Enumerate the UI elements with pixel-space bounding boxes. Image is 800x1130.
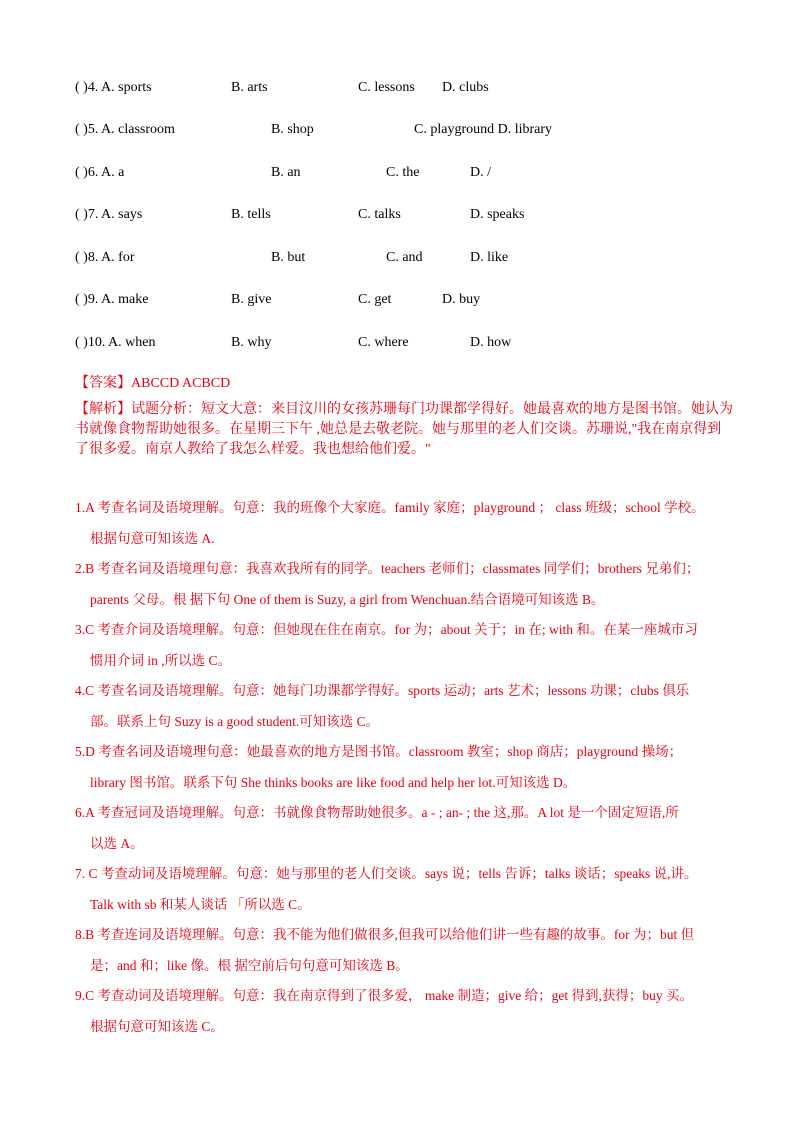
explanation-line: 根据句意可知该选 C。 — [90, 1019, 224, 1034]
question-stem: ( )4. A. sports — [75, 80, 152, 95]
explanation-5 — [75, 736, 735, 798]
question-stem: ( )8. A. for — [75, 250, 135, 265]
explanation-line: library 图书馆。联系下句 She thinks books are like food and help her lot.可知该选 D。 — [90, 775, 577, 790]
explanation-4 — [75, 675, 735, 737]
explanation-line: 5.D 考查名词及语境理句意：她最喜欢的地方是图书馆。classroom 教室；shop 商店；playground 操场； — [75, 744, 683, 759]
explanation-line: 4.C 考查名词及语境理解。句意：她每门功课都学得好。sports 运动；arts 艺术；lessons 功课；clubs 俱乐 — [75, 683, 690, 698]
analysis-paragraph: 【解析】试题分析：短文大意：来目汶川的女孩苏珊每门功课都学得好。她最喜欢的地方是图书馆。她认为书就像食物帮助她很多。在星期三下午 ,她总是去敬老院。她与那里的老人们交谈。苏珊说,"我在南京得到了很多爱。南京人教给了我怎么样爱。我也想给他们爱。" — [75, 402, 733, 457]
option-d: D. like — [470, 250, 509, 265]
option-d: D. clubs — [442, 80, 489, 95]
explanation-line: Talk with sb 和某人谈话 「所以选 C。 — [90, 897, 311, 912]
explanation-line: 3.C 考查介词及语境理解。句意：但她现在住在南京。for 为；about 关于；in 在; with 和。在某一座城市习 — [75, 622, 698, 637]
option-d: D. buy — [442, 292, 481, 307]
question-stem: ( )6. A. a — [75, 165, 125, 180]
explanation-1 — [75, 492, 735, 554]
option-d: D. speaks — [470, 207, 525, 222]
explanation-8 — [75, 919, 735, 981]
explanation-2 — [75, 553, 735, 615]
option-b: B. an — [271, 165, 301, 180]
option-b: B. why — [231, 335, 272, 350]
question-stem: ( )9. A. make — [75, 292, 149, 307]
option-d: D. / — [470, 165, 491, 180]
explanation-line: 9.C 考查动词及语境理解。句意：我在南京得到了很多爱， make 制造；give 给；get 得到,获得；buy 买。 — [75, 988, 693, 1003]
explanation-line: 2.B 考查名词及语境理句意：我喜欢我所有的同学。teachers 老师们；classmates 同学们；brothers 兄弟们； — [75, 561, 700, 576]
option-c: C. and — [386, 250, 423, 265]
option-b: B. shop — [271, 122, 314, 137]
option-d: D. how — [470, 335, 512, 350]
question-stem: ( )5. A. classroom — [75, 122, 175, 137]
explanation-line: 部。联系上句 Suzy is a good student.可知该选 C。 — [90, 714, 380, 729]
option-b: B. give — [231, 292, 272, 307]
question-stem: ( )7. A. says — [75, 207, 143, 222]
explanation-line: 6.A 考查冠词及语境理解。句意：书就像食物帮助她很多。a - ; an- ; the 这,那。A lot 是一个固定短语,所 — [75, 805, 679, 820]
explanation-6 — [75, 797, 735, 859]
explanation-7 — [75, 858, 735, 920]
question-stem: ( )10. A. when — [75, 335, 156, 350]
explanation-line: 以选 A。 — [90, 836, 144, 851]
explanation-line: 根据句意可知该选 A. — [90, 531, 215, 546]
option-c: C. playground D. library — [414, 122, 553, 137]
option-c: C. the — [386, 165, 420, 180]
explanation-line: 7. C 考查动词及语境理解。句意：她与那里的老人们交谈。says 说；tells 告诉；talks 谈话；speaks 说,讲。 — [75, 866, 698, 881]
option-b: B. tells — [231, 207, 271, 222]
explanation-line: 1.A 考查名词及语境理解。句意：我的班像个大家庭。family 家庭；playground ； class 班级；school 学校。 — [75, 500, 705, 515]
explanation-line: 8.B 考查连词及语境理解。句意：我不能为他们做很多,但我可以给他们讲一些有趣的故事。for 为；but 但 — [75, 927, 695, 942]
explanation-9 — [75, 980, 735, 1042]
explanation-line: 是；and 和；like 像。根 据空前后句句意可知该选 B。 — [90, 958, 409, 973]
option-c: C. get — [358, 292, 392, 307]
option-c: C. where — [358, 335, 409, 350]
option-b: B. but — [271, 250, 306, 265]
explanation-line: parents 父母。根 据下句 One of them is Suzy, a girl from Wenchuan.结合语境可知该选 B。 — [90, 592, 605, 607]
option-c: C. lessons — [358, 80, 415, 95]
answer-line: 【答案】ABCCD ACBCD — [75, 376, 231, 391]
explanation-3 — [75, 614, 735, 676]
option-b: B. arts — [231, 80, 268, 95]
explanation-line: 惯用介词 in ,所以选 C。 — [90, 653, 232, 668]
option-c: C. talks — [358, 207, 401, 222]
